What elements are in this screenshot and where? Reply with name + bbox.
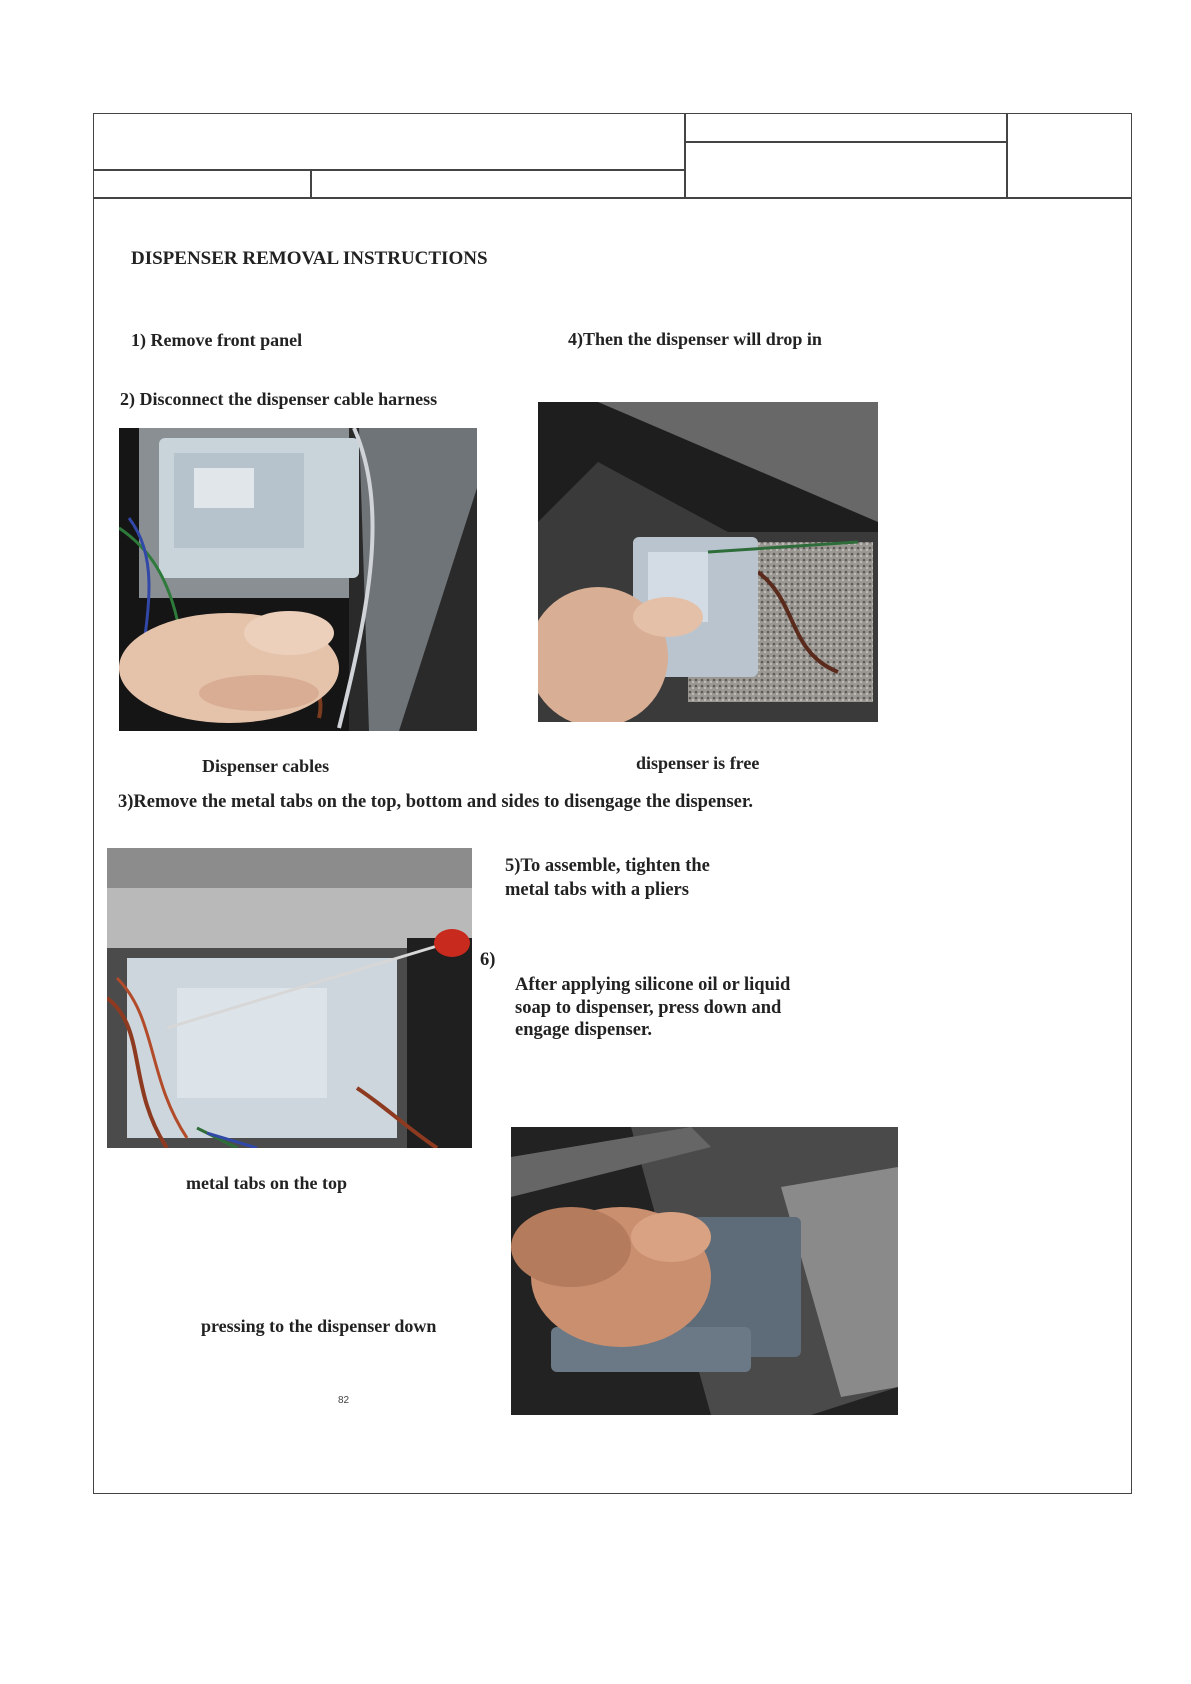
caption-dispenser-cables: Dispenser cables — [202, 756, 330, 776]
step-6-line-3: engage dispenser. — [515, 1020, 653, 1040]
caption-metal-tabs: metal tabs on the top — [186, 1173, 347, 1193]
header-rule — [93, 197, 1132, 199]
header-rule — [93, 169, 684, 171]
step-4-text: 4)Then the dispenser will drop in — [568, 329, 822, 349]
caption-pressing-down: pressing to the dispenser down — [201, 1316, 437, 1336]
header-divider — [684, 113, 686, 198]
header-rule — [684, 141, 1007, 143]
page-number: 82 — [338, 1395, 350, 1406]
header-divider — [1006, 113, 1008, 198]
step-5-line-2: metal tabs with a pliers — [505, 880, 689, 900]
page-title: DISPENSER REMOVAL INSTRUCTIONS — [131, 248, 488, 269]
caption-dispenser-free: dispenser is free — [636, 753, 760, 773]
step-6-line-2: soap to dispenser, press down and — [515, 998, 782, 1018]
photo-dispenser-cables — [119, 428, 477, 731]
step-6-number: 6) — [480, 950, 496, 970]
step-6-line-1: After applying silicone oil or liquid — [515, 975, 791, 995]
header-divider — [310, 169, 312, 198]
photo-dispenser-free — [538, 402, 878, 722]
photo-metal-tabs — [107, 848, 472, 1148]
step-3-text: 3)Remove the metal tabs on the top, bottom and sides to disengage the dispenser. — [118, 792, 753, 812]
step-2-text: 2) Disconnect the dispenser cable harness — [120, 389, 438, 409]
step-1-text: 1) Remove front panel — [131, 330, 303, 350]
step-5-line-1: 5)To assemble, tighten the — [505, 856, 710, 876]
photo-pressing-down — [511, 1127, 898, 1415]
